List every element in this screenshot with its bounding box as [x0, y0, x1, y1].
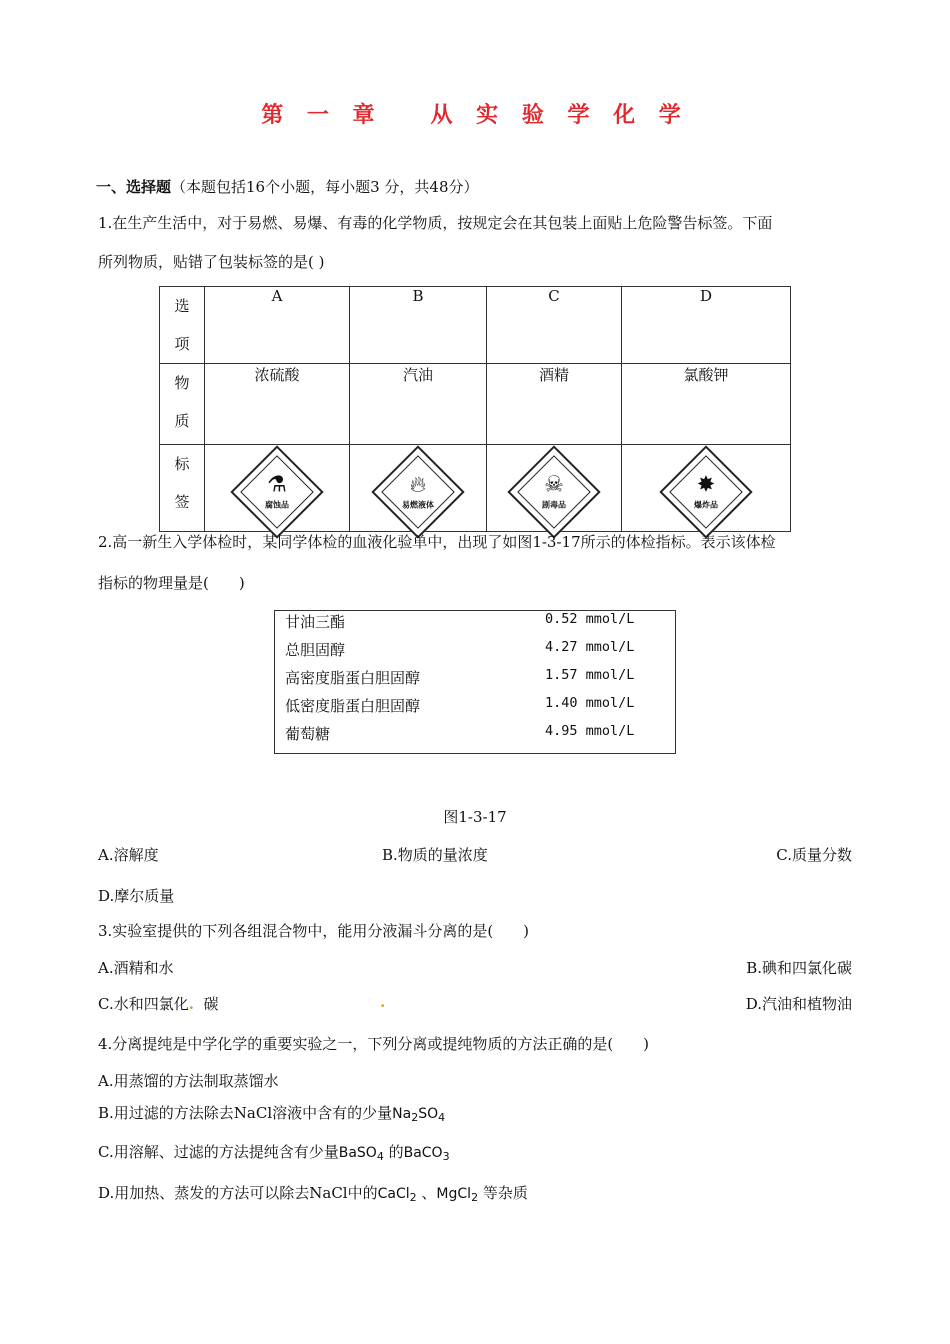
- q4-stem: 4.分离提纯是中学化学的重要实验之一，下列分离或提纯物质的方法正确的是( ): [98, 1035, 650, 1053]
- figure-caption: 图1-3-17: [443, 808, 507, 826]
- q2-choice-b: B.物质的量浓度: [382, 846, 488, 864]
- formula-baso4: BaSO$_4$: [338, 1145, 384, 1163]
- q3-stem: 3.实验室提供的下列各组混合物中，能用分液漏斗分离的是( ): [98, 922, 530, 940]
- table-row: 高密度脂蛋白胆固醇 1.57 mmol/L: [285, 667, 635, 687]
- label-cell-a: [205, 445, 350, 532]
- q2-choice-d: D.摩尔质量: [98, 887, 175, 905]
- formula-na2so4: $Na_2SO_4$: [392, 1106, 446, 1124]
- label-cell-c: [487, 445, 622, 532]
- q3-choice-a: A.酒精和水: [98, 959, 174, 977]
- section-heading: [96, 176, 479, 197]
- q1-options-table: [159, 286, 791, 532]
- flammable-liquid-sign-icon: 🔥︎ 易燃液体: [371, 445, 464, 538]
- table-row: [160, 364, 791, 445]
- stray-dot-mark: .: [380, 993, 386, 1011]
- row-header-substance: 物 质: [160, 364, 205, 445]
- q3-choice-d: D.汽油和植物油: [745, 995, 852, 1013]
- row-header-label: 标 签: [160, 445, 205, 532]
- table-row: 甘油三酯 0.52 mmol/L: [285, 611, 635, 631]
- toxic-skull-sign-icon: ☠ 剧毒品: [507, 445, 600, 538]
- table-row: 低密度脂蛋白胆固醇 1.40 mmol/L: [285, 695, 635, 715]
- q4-choice-b: B.用过滤的方法除去NaCl溶液中含有的少量$Na_2SO_4$: [98, 1104, 446, 1124]
- table-row: [160, 445, 791, 532]
- q2-line1: 2.高一新生入学体检时，某同学体检的血液化验单中，出现了如图1-3-17所示的体检指标。表示该体检: [98, 533, 776, 551]
- section-note: （本题包括16个小题，每小题3 分，共48分）: [171, 178, 479, 196]
- chapter-title: 从 实 验 学 化 学: [430, 102, 689, 128]
- formula-mgcl2: MgCl$_2$: [436, 1186, 479, 1204]
- q3-choice-b: B.碘和四氯化碳: [746, 959, 852, 977]
- page-title: [0, 98, 950, 129]
- q2-choice-c: C.质量分数: [776, 846, 852, 864]
- q3-choice-c: C.水和四氯化. 碳: [98, 995, 219, 1013]
- formula-baco3: BaCO$_3$: [403, 1145, 450, 1163]
- row-header-option: 选 项: [160, 287, 205, 364]
- table-row: 葡萄糖 4.95 mmol/L: [285, 723, 635, 743]
- q1-line1: 1.在生产生活中，对于易燃、易爆、有毒的化学物质，按规定会在其包装上面贴上危险警告标签。下面: [98, 214, 773, 232]
- q2-line2: 指标的物理量是( ): [98, 574, 245, 592]
- option-b-letter: B: [350, 287, 487, 364]
- option-d-letter: D: [622, 287, 791, 364]
- corrosive-sign-icon: ⚗ 腐蚀品: [230, 445, 323, 538]
- q4-choice-a: A.用蒸馏的方法制取蒸馏水: [98, 1072, 279, 1090]
- substance-d: 氯酸钾: [622, 364, 791, 445]
- q4-choice-d: D.用加热、蒸发的方法可以除去NaCl中的CaCl$_2$ 、MgCl$_2$ 等杂质: [98, 1184, 528, 1204]
- chapter-label: 第 一 章: [261, 102, 383, 128]
- option-a-letter: A: [205, 287, 350, 364]
- explosive-sign-icon: ✸ 爆炸品: [659, 445, 752, 538]
- substance-c: 酒精: [487, 364, 622, 445]
- table-row: 总胆固醇 4.27 mmol/L: [285, 639, 635, 659]
- option-c-letter: C: [487, 287, 622, 364]
- blood-test-table: [274, 610, 676, 754]
- section-title: 一、选择题: [96, 178, 172, 196]
- label-cell-d: [622, 445, 791, 532]
- q1-line2: 所列物质，贴错了包装标签的是( ): [98, 253, 325, 271]
- q2-choice-a: A.溶解度: [98, 846, 159, 864]
- substance-b: 汽油: [350, 364, 487, 445]
- substance-a: 浓硫酸: [205, 364, 350, 445]
- label-cell-b: [350, 445, 487, 532]
- formula-cacl2: CaCl$_2$: [377, 1186, 417, 1204]
- table-row: [160, 287, 791, 364]
- q4-choice-c: C.用溶解、过滤的方法提纯含有少量BaSO$_4$ 的BaCO$_3$: [98, 1143, 450, 1163]
